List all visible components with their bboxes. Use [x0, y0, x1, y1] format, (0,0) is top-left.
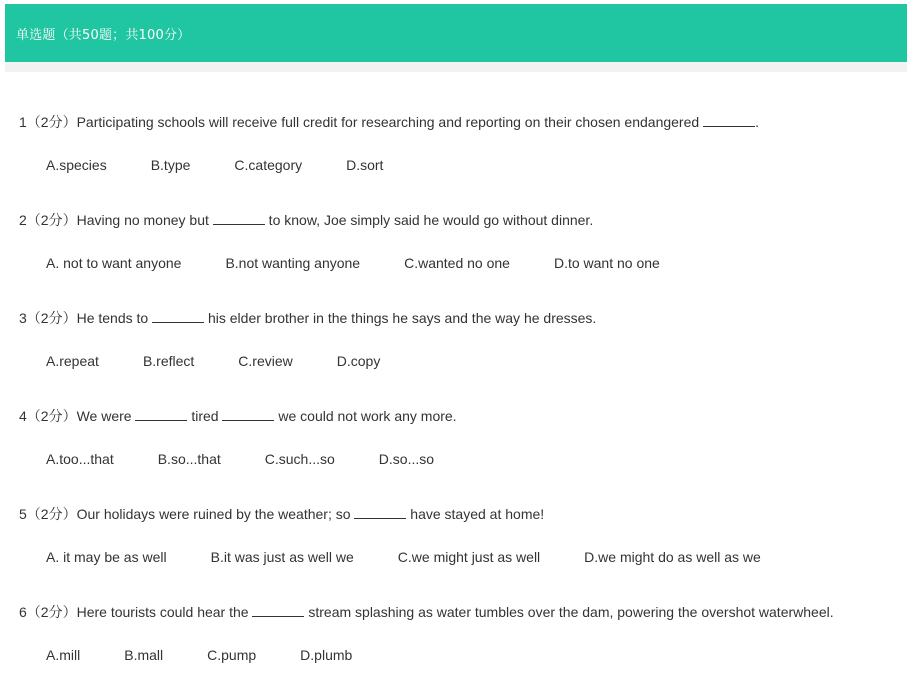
question-stem: We were — [76, 408, 136, 424]
option-d[interactable]: D.sort — [346, 157, 384, 173]
question-stem-end: his elder brother in the things he says and the way he dresses. — [204, 310, 597, 326]
option-d[interactable]: D.plumb — [300, 647, 353, 663]
option-d[interactable]: D.copy — [336, 353, 381, 369]
option-c[interactable]: C.such...so — [264, 451, 335, 467]
question-4-text — [19, 407, 457, 425]
option-a[interactable]: A. it may be as well — [46, 549, 167, 565]
question-1-text — [19, 113, 759, 131]
question-stem-end: we could not work any more. — [274, 408, 457, 424]
question-3-options — [46, 352, 424, 370]
option-a[interactable]: A.species — [46, 157, 107, 173]
question-score: （2分） — [26, 114, 77, 130]
option-c[interactable]: C.we might just as well — [397, 549, 541, 565]
question-5-options — [46, 548, 805, 566]
question-stem-end: have stayed at home! — [406, 506, 545, 522]
option-a[interactable]: A.mill — [46, 647, 81, 663]
question-score: （2分） — [26, 604, 77, 620]
option-a[interactable]: A.repeat — [46, 353, 99, 369]
answer-blank — [135, 407, 187, 421]
question-stem: Our holidays were ruined by the weather; so — [76, 506, 355, 522]
question-6-text — [19, 603, 834, 621]
question-2-text — [19, 211, 593, 229]
question-score: （2分） — [26, 212, 77, 228]
question-number: 1 — [19, 114, 27, 130]
question-6-options — [46, 646, 396, 664]
question-score: （2分） — [26, 506, 77, 522]
question-1-options — [46, 156, 427, 174]
option-c[interactable]: C.wanted no one — [404, 255, 510, 271]
question-stem-end: to know, Joe simply said he would go without dinner. — [264, 212, 594, 228]
question-score: （2分） — [26, 408, 77, 424]
answer-blank — [152, 309, 204, 323]
question-number: 2 — [19, 212, 27, 228]
question-4-options — [46, 450, 478, 468]
question-score: （2分） — [26, 310, 77, 326]
option-b[interactable]: B.it was just as well we — [210, 549, 354, 565]
question-stem: Participating schools will receive full credit for researching and reporting on their chosen endangered — [76, 114, 704, 130]
header-divider — [5, 62, 907, 72]
option-c[interactable]: C.pump — [207, 647, 257, 663]
question-number: 3 — [19, 310, 27, 326]
question-number: 5 — [19, 506, 27, 522]
question-stem: He tends to — [76, 310, 153, 326]
option-c[interactable]: C.review — [238, 353, 293, 369]
answer-blank — [213, 211, 265, 225]
option-a[interactable]: A. not to want anyone — [46, 255, 182, 271]
answer-blank — [222, 407, 274, 421]
option-d[interactable]: D.so...so — [378, 451, 435, 467]
option-b[interactable]: B.reflect — [142, 353, 195, 369]
option-a[interactable]: A.too...that — [46, 451, 114, 467]
question-stem-end: . — [755, 114, 759, 130]
question-stem: Having no money but — [76, 212, 213, 228]
option-d[interactable]: D.to want no one — [553, 255, 660, 271]
answer-blank — [252, 603, 304, 617]
option-b[interactable]: B.not wanting anyone — [225, 255, 361, 271]
question-number: 4 — [19, 408, 27, 424]
option-b[interactable]: B.so...that — [157, 451, 221, 467]
question-2-options — [46, 254, 704, 272]
option-c[interactable]: C.category — [234, 157, 303, 173]
answer-blank — [703, 113, 755, 127]
question-number: 6 — [19, 604, 27, 620]
question-3-text — [19, 309, 596, 327]
question-stem-end: stream splashing as water tumbles over the dam, powering the overshot waterwheel. — [304, 604, 834, 620]
section-title: 单选题（共50题；共100分） — [16, 27, 191, 43]
question-stem: Here tourists could hear the — [76, 604, 253, 620]
answer-blank — [354, 505, 406, 519]
question-stem-middle: tired — [187, 408, 223, 424]
option-d[interactable]: D.we might do as well as we — [584, 549, 761, 565]
option-b[interactable]: B.mall — [124, 647, 164, 663]
option-b[interactable]: B.type — [150, 157, 191, 173]
question-5-text — [19, 505, 544, 523]
section-header — [5, 4, 907, 62]
